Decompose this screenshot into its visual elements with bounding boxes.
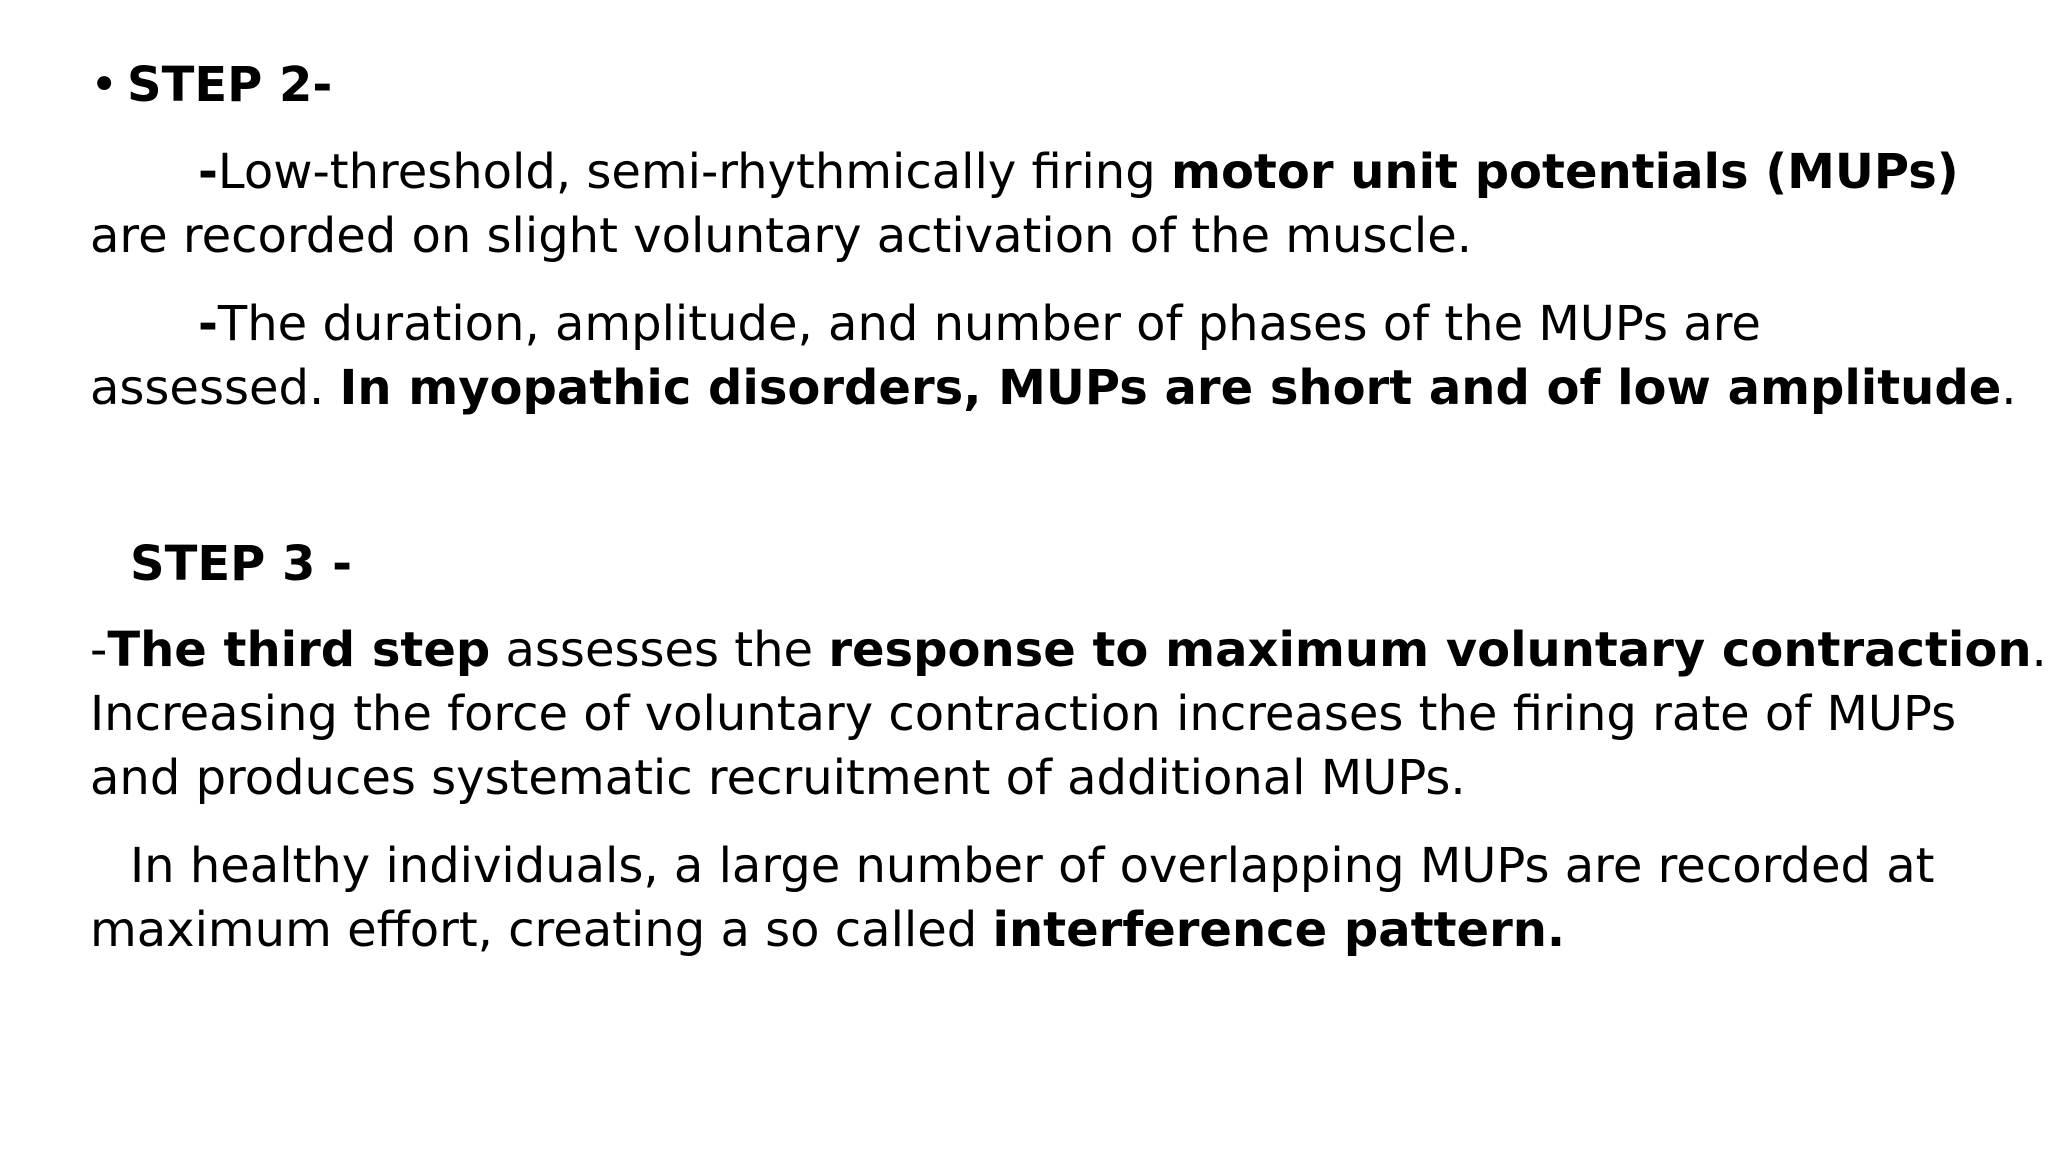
step2-p2-text: The duration, amplitude, and number of phases of the MUPs are xyxy=(217,296,1761,352)
step2-p2-line2-end: . xyxy=(2001,360,2017,416)
step3-p1-dash: - xyxy=(90,622,108,678)
step3-p1-line2: Increasing the force of voluntary contraction increases the firing rate of MUPs xyxy=(90,686,1957,742)
step3-p1-text-a: assesses the xyxy=(490,622,829,678)
step3-p1-bold-a: The third step xyxy=(107,622,491,678)
step2-p2-line1 xyxy=(198,294,1761,354)
step3-p2-line2 xyxy=(90,900,1565,960)
step2-p1-bold: motor unit potentials (MUPs) xyxy=(1170,144,1959,200)
step3-p2-line2-bold: interference pattern. xyxy=(992,902,1566,958)
bullet-icon: • xyxy=(90,57,119,113)
step2-p1-line1 xyxy=(198,142,1959,202)
step3-p2-line1: In healthy individuals, a large number of overlapping MUPs are recorded at xyxy=(130,838,1935,894)
step2-p1-dash: - xyxy=(198,144,218,200)
step2-p2-line2-bold: In myopathic disorders, MUPs are short and of low amplitude xyxy=(339,360,2002,416)
step2-p1-text: Low-threshold, semi-rhythmically firing xyxy=(217,144,1171,200)
step2-p2-line2 xyxy=(90,358,2017,418)
step3-p1-bold-b: response to maximum voluntary contraction xyxy=(828,622,2032,678)
step2-p1-line2: are recorded on slight voluntary activation of the muscle. xyxy=(90,208,1472,264)
step2-p2-dash: - xyxy=(198,296,218,352)
step3-p1-line3: and produces systematic recruitment of additional MUPs. xyxy=(90,750,1466,806)
step2-p2-line2-text: assessed. xyxy=(90,360,340,416)
step3-p1-line1 xyxy=(90,620,2047,680)
step2-heading: STEP 2- xyxy=(127,57,333,113)
step3-p1-text-b: . xyxy=(2031,622,2047,678)
step3-p2-line2-text: maximum effort, creating a so called xyxy=(90,902,993,958)
step3-heading: STEP 3 - xyxy=(130,536,353,592)
